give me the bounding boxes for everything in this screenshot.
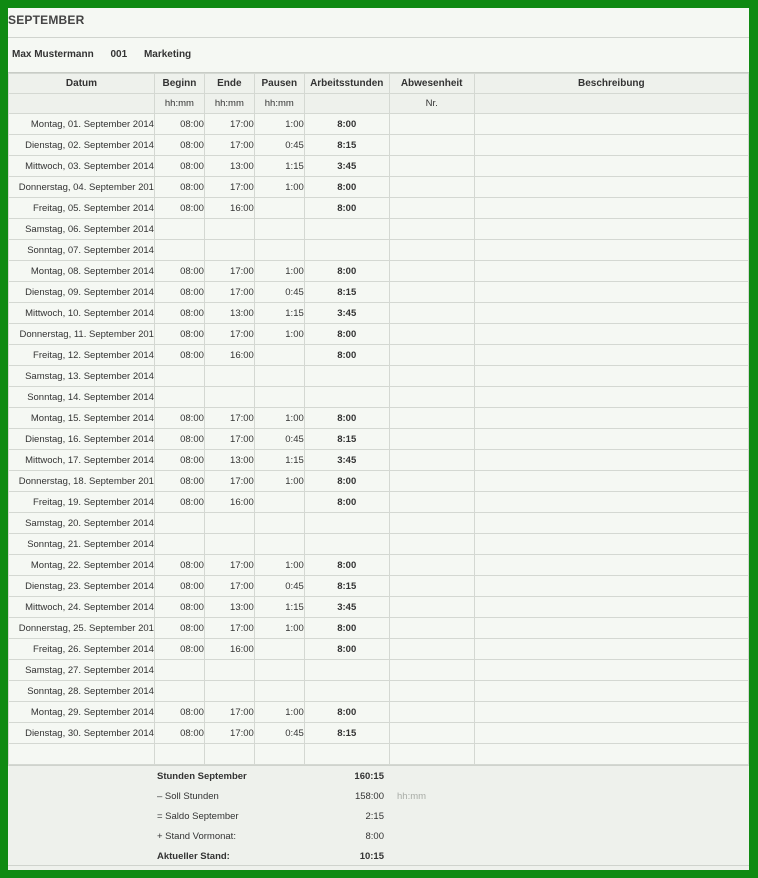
- description-cell: [474, 513, 748, 534]
- summary-label: Stunden September: [157, 771, 247, 782]
- subheader-beschreibung: [474, 94, 748, 114]
- hours-cell: 8:00: [304, 702, 389, 723]
- table-row: [9, 723, 749, 744]
- hours-cell: 8:00: [304, 639, 389, 660]
- date-cell: Montag, 08. September 2014: [9, 261, 155, 282]
- absence-cell: [389, 639, 474, 660]
- hours-cell: 8:15: [304, 135, 389, 156]
- date-cell: Sonntag, 14. September 2014: [9, 387, 155, 408]
- header-beginn: Beginn: [154, 74, 204, 94]
- date-cell: [9, 744, 155, 765]
- date-cell: Sonntag, 21. September 2014: [9, 534, 155, 555]
- begin-cell: 08:00: [154, 597, 204, 618]
- begin-cell: 08:00: [154, 345, 204, 366]
- hours-cell: [304, 660, 389, 681]
- end-cell: 17:00: [204, 618, 254, 639]
- absence-cell: [389, 513, 474, 534]
- description-cell: [474, 702, 748, 723]
- date-cell: Samstag, 27. September 2014: [9, 660, 155, 681]
- summary-row: [8, 767, 749, 787]
- description-cell: [474, 639, 748, 660]
- absence-cell: [389, 471, 474, 492]
- description-cell: [474, 219, 748, 240]
- description-cell: [474, 597, 748, 618]
- date-cell: Montag, 22. September 2014: [9, 555, 155, 576]
- page-title: SEPTEMBER: [8, 13, 85, 27]
- description-cell: [474, 429, 748, 450]
- date-cell: Dienstag, 23. September 2014: [9, 576, 155, 597]
- begin-cell: 08:00: [154, 639, 204, 660]
- hours-cell: 3:45: [304, 450, 389, 471]
- table-row: [9, 324, 749, 345]
- subheader-arbeitsstunden: [304, 94, 389, 114]
- table-row: [9, 408, 749, 429]
- end-cell: [204, 240, 254, 261]
- begin-cell: 08:00: [154, 177, 204, 198]
- end-cell: 13:00: [204, 450, 254, 471]
- end-cell: 17:00: [204, 429, 254, 450]
- table-row: [9, 597, 749, 618]
- subheader-datum: [9, 94, 155, 114]
- hours-cell: [304, 366, 389, 387]
- end-cell: 17:00: [204, 261, 254, 282]
- absence-cell: [389, 387, 474, 408]
- summary-value: 10:15: [359, 851, 384, 862]
- table-row: [9, 198, 749, 219]
- header-arbeitsstunden: Arbeitsstunden: [304, 74, 389, 94]
- begin-cell: 08:00: [154, 282, 204, 303]
- table-row: [9, 576, 749, 597]
- pause-cell: [254, 744, 304, 765]
- absence-cell: [389, 198, 474, 219]
- absence-cell: [389, 366, 474, 387]
- header-ende: Ende: [204, 74, 254, 94]
- date-cell: Dienstag, 02. September 2014: [9, 135, 155, 156]
- table-row: [9, 345, 749, 366]
- hours-cell: 8:00: [304, 618, 389, 639]
- end-cell: [204, 534, 254, 555]
- date-cell: Montag, 15. September 2014: [9, 408, 155, 429]
- description-cell: [474, 303, 748, 324]
- description-cell: [474, 366, 748, 387]
- date-cell: Donnerstag, 04. September 201: [9, 177, 155, 198]
- table-row: [9, 639, 749, 660]
- summary-value: 2:15: [365, 811, 384, 822]
- pause-cell: 1:00: [254, 618, 304, 639]
- end-cell: 17:00: [204, 282, 254, 303]
- begin-cell: 08:00: [154, 723, 204, 744]
- end-cell: 16:00: [204, 639, 254, 660]
- begin-cell: 08:00: [154, 429, 204, 450]
- description-cell: [474, 744, 748, 765]
- end-cell: 16:00: [204, 492, 254, 513]
- divider: [8, 37, 749, 38]
- absence-cell: [389, 135, 474, 156]
- summary-unit: hh:mm: [397, 791, 427, 802]
- begin-cell: 08:00: [154, 555, 204, 576]
- table-row: [9, 282, 749, 303]
- end-cell: 13:00: [204, 303, 254, 324]
- header-abwesenheit: Abwesenheit: [389, 74, 474, 94]
- description-cell: [474, 345, 748, 366]
- absence-cell: [389, 723, 474, 744]
- absence-cell: [389, 618, 474, 639]
- absence-cell: [389, 450, 474, 471]
- divider: [8, 865, 749, 866]
- pause-cell: [254, 219, 304, 240]
- end-cell: 17:00: [204, 135, 254, 156]
- begin-cell: 08:00: [154, 702, 204, 723]
- begin-cell: 08:00: [154, 303, 204, 324]
- description-cell: [474, 555, 748, 576]
- date-cell: Sonntag, 28. September 2014: [9, 681, 155, 702]
- table-row: [9, 534, 749, 555]
- summary-label: = Saldo September: [157, 811, 239, 822]
- pause-cell: 1:00: [254, 471, 304, 492]
- hours-cell: 8:00: [304, 261, 389, 282]
- begin-cell: 08:00: [154, 408, 204, 429]
- end-cell: 16:00: [204, 345, 254, 366]
- pause-cell: 1:00: [254, 408, 304, 429]
- description-cell: [474, 324, 748, 345]
- summary-row: [8, 787, 749, 807]
- description-cell: [474, 660, 748, 681]
- date-cell: Montag, 29. September 2014: [9, 702, 155, 723]
- absence-cell: [389, 240, 474, 261]
- absence-cell: [389, 303, 474, 324]
- table-row: [9, 429, 749, 450]
- end-cell: 17:00: [204, 723, 254, 744]
- hours-cell: [304, 744, 389, 765]
- hours-cell: 8:00: [304, 114, 389, 135]
- description-cell: [474, 387, 748, 408]
- hours-cell: 8:00: [304, 471, 389, 492]
- hours-cell: [304, 240, 389, 261]
- summary-label: – Soll Stunden: [157, 791, 219, 802]
- summary-section: [8, 765, 749, 870]
- date-cell: Dienstag, 16. September 2014: [9, 429, 155, 450]
- employee-id: 001: [110, 49, 128, 60]
- pause-cell: 1:15: [254, 450, 304, 471]
- begin-cell: [154, 660, 204, 681]
- begin-cell: 08:00: [154, 324, 204, 345]
- date-cell: Mittwoch, 03. September 2014: [9, 156, 155, 177]
- employee-department: Marketing: [143, 49, 192, 60]
- table-row: [9, 744, 749, 765]
- pause-cell: [254, 366, 304, 387]
- begin-cell: 08:00: [154, 492, 204, 513]
- description-cell: [474, 156, 748, 177]
- date-cell: Freitag, 26. September 2014: [9, 639, 155, 660]
- subheader-ende: hh:mm: [204, 94, 254, 114]
- table-row: [9, 177, 749, 198]
- hours-cell: [304, 513, 389, 534]
- pause-cell: [254, 198, 304, 219]
- date-cell: Donnerstag, 25. September 201: [9, 618, 155, 639]
- subheader-abwesenheit: Nr.: [389, 94, 474, 114]
- pause-cell: [254, 660, 304, 681]
- description-cell: [474, 723, 748, 744]
- begin-cell: 08:00: [154, 618, 204, 639]
- hours-cell: 8:15: [304, 723, 389, 744]
- absence-cell: [389, 492, 474, 513]
- table-row: [9, 660, 749, 681]
- date-cell: Mittwoch, 10. September 2014: [9, 303, 155, 324]
- end-cell: 17:00: [204, 324, 254, 345]
- hours-cell: 8:00: [304, 324, 389, 345]
- description-cell: [474, 114, 748, 135]
- begin-cell: [154, 219, 204, 240]
- description-cell: [474, 135, 748, 156]
- pause-cell: 1:00: [254, 177, 304, 198]
- end-cell: 17:00: [204, 576, 254, 597]
- table-row: [9, 555, 749, 576]
- pause-cell: 1:00: [254, 555, 304, 576]
- hours-cell: [304, 534, 389, 555]
- hours-cell: 8:00: [304, 555, 389, 576]
- table-row: [9, 303, 749, 324]
- hours-cell: 3:45: [304, 303, 389, 324]
- end-cell: 17:00: [204, 408, 254, 429]
- time-table: [8, 73, 749, 765]
- pause-cell: 0:45: [254, 723, 304, 744]
- summary-label: Aktueller Stand:: [157, 851, 230, 862]
- begin-cell: [154, 534, 204, 555]
- pause-cell: 1:00: [254, 324, 304, 345]
- timesheet: [8, 8, 749, 870]
- table-row: [9, 261, 749, 282]
- description-cell: [474, 177, 748, 198]
- absence-cell: [389, 597, 474, 618]
- date-cell: Dienstag, 09. September 2014: [9, 282, 155, 303]
- begin-cell: 08:00: [154, 471, 204, 492]
- end-cell: 17:00: [204, 114, 254, 135]
- pause-cell: 1:00: [254, 702, 304, 723]
- absence-cell: [389, 219, 474, 240]
- absence-cell: [389, 114, 474, 135]
- begin-cell: [154, 744, 204, 765]
- pause-cell: [254, 387, 304, 408]
- date-cell: Samstag, 06. September 2014: [9, 219, 155, 240]
- pause-cell: 1:15: [254, 597, 304, 618]
- date-cell: Donnerstag, 11. September 201: [9, 324, 155, 345]
- end-cell: [204, 660, 254, 681]
- pause-cell: 0:45: [254, 429, 304, 450]
- pause-cell: [254, 534, 304, 555]
- table-row: [9, 135, 749, 156]
- end-cell: 17:00: [204, 555, 254, 576]
- hours-cell: 3:45: [304, 156, 389, 177]
- hours-cell: 8:00: [304, 492, 389, 513]
- summary-value: 160:15: [354, 771, 384, 782]
- table-row: [9, 114, 749, 135]
- pause-cell: 1:00: [254, 114, 304, 135]
- date-cell: Mittwoch, 17. September 2014: [9, 450, 155, 471]
- absence-cell: [389, 408, 474, 429]
- begin-cell: [154, 387, 204, 408]
- summary-row: [8, 847, 749, 867]
- description-cell: [474, 450, 748, 471]
- begin-cell: 08:00: [154, 198, 204, 219]
- description-cell: [474, 576, 748, 597]
- end-cell: [204, 681, 254, 702]
- end-cell: [204, 219, 254, 240]
- hours-cell: [304, 681, 389, 702]
- end-cell: [204, 387, 254, 408]
- pause-cell: 0:45: [254, 135, 304, 156]
- subheader-pausen: hh:mm: [254, 94, 304, 114]
- end-cell: 13:00: [204, 156, 254, 177]
- end-cell: 16:00: [204, 198, 254, 219]
- table-row: [9, 450, 749, 471]
- begin-cell: [154, 681, 204, 702]
- end-cell: [204, 513, 254, 534]
- end-cell: 17:00: [204, 702, 254, 723]
- description-cell: [474, 681, 748, 702]
- table-row: [9, 366, 749, 387]
- date-cell: Samstag, 13. September 2014: [9, 366, 155, 387]
- hours-cell: 8:00: [304, 198, 389, 219]
- absence-cell: [389, 177, 474, 198]
- begin-cell: 08:00: [154, 135, 204, 156]
- hours-cell: 8:15: [304, 429, 389, 450]
- description-cell: [474, 471, 748, 492]
- pause-cell: 1:15: [254, 303, 304, 324]
- table-row: [9, 681, 749, 702]
- date-cell: Mittwoch, 24. September 2014: [9, 597, 155, 618]
- hours-cell: 8:00: [304, 408, 389, 429]
- absence-cell: [389, 324, 474, 345]
- hours-cell: 8:00: [304, 345, 389, 366]
- pause-cell: 1:15: [254, 156, 304, 177]
- begin-cell: [154, 240, 204, 261]
- summary-value: 158:00: [354, 791, 384, 802]
- table-row: [9, 702, 749, 723]
- table-row: [9, 513, 749, 534]
- employee-name: Max Mustermann: [12, 49, 94, 60]
- description-cell: [474, 198, 748, 219]
- subheader-beginn: hh:mm: [154, 94, 204, 114]
- table-row: [9, 156, 749, 177]
- hours-cell: 8:15: [304, 282, 389, 303]
- date-cell: Freitag, 19. September 2014: [9, 492, 155, 513]
- hours-cell: 3:45: [304, 597, 389, 618]
- absence-cell: [389, 345, 474, 366]
- summary-row: [8, 807, 749, 827]
- summary-label: + Stand Vormonat:: [157, 831, 236, 842]
- absence-cell: [389, 555, 474, 576]
- description-cell: [474, 408, 748, 429]
- pause-cell: 0:45: [254, 576, 304, 597]
- end-cell: 17:00: [204, 177, 254, 198]
- date-cell: Donnerstag, 18. September 201: [9, 471, 155, 492]
- table-row: [9, 387, 749, 408]
- pause-cell: [254, 681, 304, 702]
- absence-cell: [389, 681, 474, 702]
- date-cell: Freitag, 05. September 2014: [9, 198, 155, 219]
- absence-cell: [389, 660, 474, 681]
- description-cell: [474, 618, 748, 639]
- hours-cell: 8:00: [304, 177, 389, 198]
- employee-info: [12, 49, 205, 60]
- pause-cell: 0:45: [254, 282, 304, 303]
- absence-cell: [389, 744, 474, 765]
- begin-cell: 08:00: [154, 576, 204, 597]
- absence-cell: [389, 282, 474, 303]
- table-row: [9, 219, 749, 240]
- description-cell: [474, 534, 748, 555]
- date-cell: Samstag, 20. September 2014: [9, 513, 155, 534]
- pause-cell: 1:00: [254, 261, 304, 282]
- header-pausen: Pausen: [254, 74, 304, 94]
- hours-cell: [304, 387, 389, 408]
- begin-cell: 08:00: [154, 156, 204, 177]
- date-cell: Freitag, 12. September 2014: [9, 345, 155, 366]
- hours-cell: [304, 219, 389, 240]
- date-cell: Dienstag, 30. September 2014: [9, 723, 155, 744]
- begin-cell: [154, 513, 204, 534]
- pause-cell: [254, 345, 304, 366]
- absence-cell: [389, 576, 474, 597]
- absence-cell: [389, 156, 474, 177]
- pause-cell: [254, 639, 304, 660]
- description-cell: [474, 492, 748, 513]
- table-row: [9, 492, 749, 513]
- pause-cell: [254, 240, 304, 261]
- end-cell: [204, 366, 254, 387]
- date-cell: Sonntag, 07. September 2014: [9, 240, 155, 261]
- absence-cell: [389, 702, 474, 723]
- header-beschreibung: Beschreibung: [474, 74, 748, 94]
- end-cell: [204, 744, 254, 765]
- begin-cell: 08:00: [154, 450, 204, 471]
- hours-cell: 8:15: [304, 576, 389, 597]
- summary-value: 8:00: [365, 831, 384, 842]
- date-cell: Montag, 01. September 2014: [9, 114, 155, 135]
- absence-cell: [389, 261, 474, 282]
- table-row: [9, 471, 749, 492]
- table-row: [9, 240, 749, 261]
- pause-cell: [254, 492, 304, 513]
- begin-cell: 08:00: [154, 114, 204, 135]
- description-cell: [474, 240, 748, 261]
- description-cell: [474, 261, 748, 282]
- absence-cell: [389, 534, 474, 555]
- absence-cell: [389, 429, 474, 450]
- begin-cell: [154, 366, 204, 387]
- end-cell: 17:00: [204, 471, 254, 492]
- table-row: [9, 618, 749, 639]
- pause-cell: [254, 513, 304, 534]
- end-cell: 13:00: [204, 597, 254, 618]
- summary-row: [8, 827, 749, 847]
- begin-cell: 08:00: [154, 261, 204, 282]
- description-cell: [474, 282, 748, 303]
- header-datum: Datum: [9, 74, 155, 94]
